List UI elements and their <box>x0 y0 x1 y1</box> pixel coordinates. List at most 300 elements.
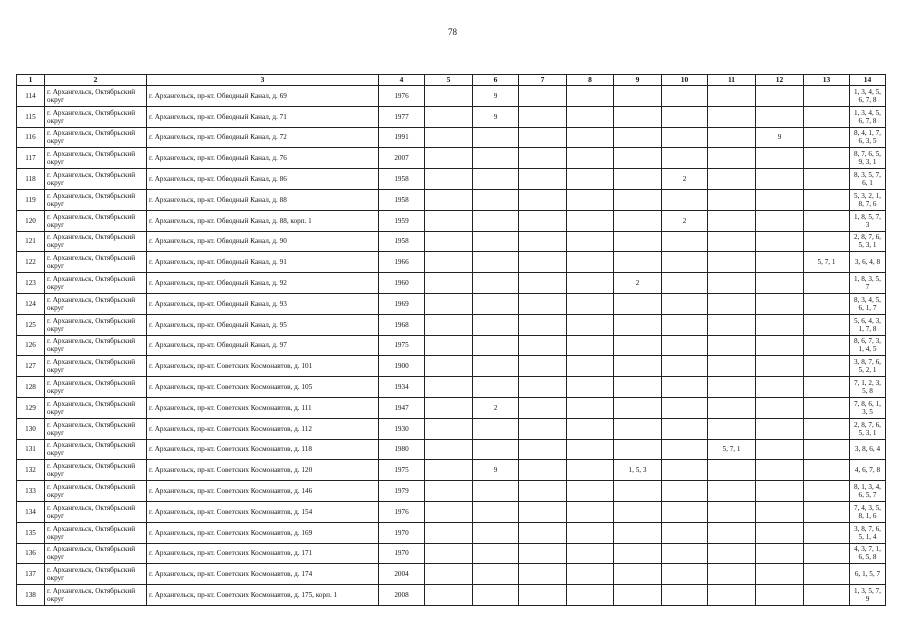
column-13-cell <box>804 460 850 481</box>
address-cell: г. Архангельск, пр-кт. Обводный Канал, д. 86 <box>147 169 379 190</box>
column-7-cell <box>519 585 567 606</box>
column-10-cell <box>662 231 708 252</box>
column-8-cell <box>567 231 614 252</box>
year-cell: 1968 <box>379 314 425 335</box>
column-header: 4 <box>379 75 425 86</box>
column-12-cell <box>756 273 804 294</box>
column-8-cell <box>567 543 614 564</box>
column-9-cell <box>614 86 662 107</box>
table-row <box>17 273 886 294</box>
row-number-cell: 126 <box>17 335 45 356</box>
column-6-cell <box>473 293 519 314</box>
register-table <box>16 74 886 606</box>
table-row <box>17 335 886 356</box>
district-cell: г. Архангельск, Октябрьский округ <box>45 210 147 231</box>
column-6-cell: 9 <box>473 460 519 481</box>
address-cell: г. Архангельск, пр-кт. Советских Космонавтов, д. 112 <box>147 418 379 439</box>
table-row <box>17 439 886 460</box>
column-9-cell <box>614 522 662 543</box>
column-7-cell <box>519 189 567 210</box>
column-8-cell <box>567 418 614 439</box>
column-11-cell <box>708 231 756 252</box>
column-8-cell <box>567 293 614 314</box>
column-7-cell <box>519 231 567 252</box>
column-6-cell: 2 <box>473 397 519 418</box>
column-12-cell <box>756 501 804 522</box>
column-6-cell <box>473 231 519 252</box>
column-8-cell <box>567 377 614 398</box>
column-7-cell <box>519 460 567 481</box>
column-9-cell <box>614 543 662 564</box>
column-8-cell <box>567 564 614 585</box>
header-row <box>17 75 886 86</box>
column-12-cell <box>756 418 804 439</box>
year-cell: 1970 <box>379 522 425 543</box>
column-6-cell <box>473 148 519 169</box>
column-7-cell <box>519 356 567 377</box>
column-12-cell: 9 <box>756 127 804 148</box>
year-cell: 1976 <box>379 501 425 522</box>
column-7-cell <box>519 501 567 522</box>
column-6-cell <box>473 127 519 148</box>
table-row <box>17 585 886 606</box>
column-9-cell <box>614 481 662 502</box>
column-9-cell <box>614 127 662 148</box>
district-cell: г. Архангельск, Октябрьский округ <box>45 293 147 314</box>
table-row <box>17 460 886 481</box>
column-11-cell <box>708 543 756 564</box>
table-row <box>17 314 886 335</box>
year-cell: 1976 <box>379 86 425 107</box>
column-6-cell <box>473 439 519 460</box>
district-cell: г. Архангельск, Октябрьский округ <box>45 439 147 460</box>
column-11-cell <box>708 189 756 210</box>
year-cell: 1900 <box>379 356 425 377</box>
column-10-cell <box>662 314 708 335</box>
column-9-cell <box>614 397 662 418</box>
year-cell: 1958 <box>379 189 425 210</box>
column-13-cell <box>804 273 850 294</box>
column-12-cell <box>756 377 804 398</box>
column-7-cell <box>519 86 567 107</box>
column-6-cell <box>473 522 519 543</box>
table-row <box>17 210 886 231</box>
column-10-cell <box>662 522 708 543</box>
address-cell: г. Архангельск, пр-кт. Советских Космонавтов, д. 154 <box>147 501 379 522</box>
column-8-cell <box>567 106 614 127</box>
column-9-cell <box>614 314 662 335</box>
column-5-cell <box>425 439 473 460</box>
column-8-cell <box>567 314 614 335</box>
table-row <box>17 543 886 564</box>
column-13-cell <box>804 585 850 606</box>
column-13-cell <box>804 148 850 169</box>
district-cell: г. Архангельск, Октябрьский округ <box>45 460 147 481</box>
column-14-cell: 8, 1, 3, 4, 6, 5, 7 <box>850 481 886 502</box>
column-5-cell <box>425 210 473 231</box>
column-6-cell: 9 <box>473 86 519 107</box>
column-11-cell <box>708 335 756 356</box>
district-cell: г. Архангельск, Октябрьский округ <box>45 522 147 543</box>
column-11-cell <box>708 585 756 606</box>
column-5-cell <box>425 543 473 564</box>
district-cell: г. Архангельск, Октябрьский округ <box>45 231 147 252</box>
column-14-cell: 5, 6, 4, 3, 1, 7, 8 <box>850 314 886 335</box>
column-11-cell <box>708 564 756 585</box>
column-13-cell <box>804 501 850 522</box>
column-13-cell <box>804 356 850 377</box>
column-5-cell <box>425 293 473 314</box>
year-cell: 1934 <box>379 377 425 398</box>
column-5-cell <box>425 169 473 190</box>
table-row <box>17 356 886 377</box>
district-cell: г. Архангельск, Октябрьский округ <box>45 314 147 335</box>
row-number-cell: 117 <box>17 148 45 169</box>
column-5-cell <box>425 564 473 585</box>
column-7-cell <box>519 335 567 356</box>
column-10-cell <box>662 189 708 210</box>
column-11-cell <box>708 356 756 377</box>
column-12-cell <box>756 169 804 190</box>
column-13-cell <box>804 522 850 543</box>
column-9-cell <box>614 335 662 356</box>
column-5-cell <box>425 86 473 107</box>
column-11-cell <box>708 522 756 543</box>
column-6-cell <box>473 377 519 398</box>
column-10-cell <box>662 585 708 606</box>
column-6-cell <box>473 169 519 190</box>
year-cell: 1977 <box>379 106 425 127</box>
column-10-cell <box>662 335 708 356</box>
address-cell: г. Архангельск, пр-кт. Советских Космонавтов, д. 101 <box>147 356 379 377</box>
column-header: 1 <box>17 75 45 86</box>
column-5-cell <box>425 252 473 273</box>
column-9-cell <box>614 418 662 439</box>
column-10-cell <box>662 397 708 418</box>
column-11-cell <box>708 501 756 522</box>
column-10-cell <box>662 86 708 107</box>
column-10-cell <box>662 460 708 481</box>
year-cell: 1960 <box>379 273 425 294</box>
column-7-cell <box>519 418 567 439</box>
column-6-cell <box>473 481 519 502</box>
column-10-cell <box>662 564 708 585</box>
row-number-cell: 130 <box>17 418 45 439</box>
column-8-cell <box>567 273 614 294</box>
row-number-cell: 121 <box>17 231 45 252</box>
row-number-cell: 114 <box>17 86 45 107</box>
column-6-cell <box>473 356 519 377</box>
column-12-cell <box>756 252 804 273</box>
table-row <box>17 169 886 190</box>
address-cell: г. Архангельск, пр-кт. Советских Космонавтов, д. 174 <box>147 564 379 585</box>
column-14-cell: 7, 1, 2, 3, 5, 8 <box>850 377 886 398</box>
column-8-cell <box>567 252 614 273</box>
column-8-cell <box>567 439 614 460</box>
column-10-cell <box>662 377 708 398</box>
column-10-cell: 2 <box>662 210 708 231</box>
column-13-cell <box>804 418 850 439</box>
column-9-cell <box>614 564 662 585</box>
row-number-cell: 120 <box>17 210 45 231</box>
column-10-cell <box>662 481 708 502</box>
column-11-cell <box>708 210 756 231</box>
column-9-cell <box>614 356 662 377</box>
column-12-cell <box>756 460 804 481</box>
column-13-cell <box>804 439 850 460</box>
address-cell: г. Архангельск, пр-кт. Советских Космонавтов, д. 118 <box>147 439 379 460</box>
district-cell: г. Архангельск, Октябрьский округ <box>45 252 147 273</box>
row-number-cell: 135 <box>17 522 45 543</box>
year-cell: 1947 <box>379 397 425 418</box>
column-7-cell <box>519 314 567 335</box>
column-6-cell <box>473 335 519 356</box>
column-11-cell <box>708 418 756 439</box>
column-header: 12 <box>756 75 804 86</box>
column-13-cell <box>804 189 850 210</box>
column-10-cell <box>662 439 708 460</box>
column-12-cell <box>756 522 804 543</box>
column-14-cell: 8, 3, 5, 7, 6, 1 <box>850 169 886 190</box>
district-cell: г. Архангельск, Октябрьский округ <box>45 273 147 294</box>
column-12-cell <box>756 564 804 585</box>
column-14-cell: 3, 8, 7, 6, 5, 1, 4 <box>850 522 886 543</box>
address-cell: г. Архангельск, пр-кт. Обводный Канал, д. 90 <box>147 231 379 252</box>
column-9-cell <box>614 169 662 190</box>
column-9-cell <box>614 293 662 314</box>
column-5-cell <box>425 106 473 127</box>
column-11-cell <box>708 273 756 294</box>
column-7-cell <box>519 397 567 418</box>
column-6-cell <box>473 585 519 606</box>
district-cell: г. Архангельск, Октябрьский округ <box>45 189 147 210</box>
district-cell: г. Архангельск, Октябрьский округ <box>45 335 147 356</box>
column-7-cell <box>519 481 567 502</box>
address-cell: г. Архангельск, пр-кт. Советских Космонавтов, д. 105 <box>147 377 379 398</box>
column-5-cell <box>425 189 473 210</box>
column-10-cell <box>662 127 708 148</box>
column-13-cell <box>804 377 850 398</box>
row-number-cell: 124 <box>17 293 45 314</box>
column-14-cell: 5, 3, 2, 1, 8, 7, 6 <box>850 189 886 210</box>
column-5-cell <box>425 377 473 398</box>
year-cell: 1991 <box>379 127 425 148</box>
column-9-cell <box>614 585 662 606</box>
table-row <box>17 189 886 210</box>
district-cell: г. Архангельск, Октябрьский округ <box>45 169 147 190</box>
column-14-cell: 1, 3, 5, 7, 9 <box>850 585 886 606</box>
column-13-cell <box>804 231 850 252</box>
column-10-cell <box>662 356 708 377</box>
column-10-cell <box>662 293 708 314</box>
table-row <box>17 501 886 522</box>
address-cell: г. Архангельск, пр-кт. Обводный Канал, д. 88 <box>147 189 379 210</box>
column-6-cell <box>473 543 519 564</box>
row-number-cell: 129 <box>17 397 45 418</box>
column-14-cell: 2, 8, 7, 6, 5, 3, 1 <box>850 418 886 439</box>
column-10-cell <box>662 501 708 522</box>
column-14-cell: 8, 7, 6, 5, 9, 3, 1 <box>850 148 886 169</box>
column-8-cell <box>567 210 614 231</box>
column-13-cell <box>804 314 850 335</box>
column-14-cell: 8, 6, 7, 3, 1, 4, 5 <box>850 335 886 356</box>
column-6-cell <box>473 418 519 439</box>
table-row <box>17 397 886 418</box>
column-13-cell <box>804 293 850 314</box>
district-cell: г. Архангельск, Октябрьский округ <box>45 127 147 148</box>
table-row <box>17 293 886 314</box>
column-13-cell <box>804 543 850 564</box>
column-6-cell <box>473 252 519 273</box>
column-5-cell <box>425 231 473 252</box>
row-number-cell: 125 <box>17 314 45 335</box>
table-row <box>17 377 886 398</box>
year-cell: 2004 <box>379 564 425 585</box>
column-7-cell <box>519 377 567 398</box>
column-12-cell <box>756 314 804 335</box>
address-cell: г. Архангельск, пр-кт. Советских Космонавтов, д. 146 <box>147 481 379 502</box>
district-cell: г. Архангельск, Октябрьский округ <box>45 106 147 127</box>
column-8-cell <box>567 522 614 543</box>
district-cell: г. Архангельск, Октябрьский округ <box>45 418 147 439</box>
column-header: 6 <box>473 75 519 86</box>
column-14-cell: 3, 8, 7, 6, 5, 2, 1 <box>850 356 886 377</box>
column-14-cell: 1, 8, 3, 5, 7 <box>850 273 886 294</box>
column-9-cell <box>614 439 662 460</box>
column-10-cell <box>662 252 708 273</box>
column-11-cell <box>708 481 756 502</box>
address-cell: г. Архангельск, пр-кт. Обводный Канал, д. 72 <box>147 127 379 148</box>
address-cell: г. Архангельск, пр-кт. Советских Космонавтов, д. 120 <box>147 460 379 481</box>
column-13-cell <box>804 127 850 148</box>
column-header: 10 <box>662 75 708 86</box>
column-13-cell <box>804 210 850 231</box>
column-8-cell <box>567 501 614 522</box>
year-cell: 1969 <box>379 293 425 314</box>
district-cell: г. Архангельск, Октябрьский округ <box>45 377 147 398</box>
column-12-cell <box>756 293 804 314</box>
column-10-cell <box>662 148 708 169</box>
column-header: 9 <box>614 75 662 86</box>
row-number-cell: 137 <box>17 564 45 585</box>
row-number-cell: 122 <box>17 252 45 273</box>
district-cell: г. Архангельск, Октябрьский округ <box>45 585 147 606</box>
column-6-cell <box>473 501 519 522</box>
table-row <box>17 148 886 169</box>
column-6-cell: 9 <box>473 106 519 127</box>
table-row <box>17 86 886 107</box>
column-11-cell <box>708 460 756 481</box>
column-12-cell <box>756 585 804 606</box>
column-5-cell <box>425 356 473 377</box>
column-header: 3 <box>147 75 379 86</box>
column-13-cell <box>804 86 850 107</box>
address-cell: г. Архангельск, пр-кт. Обводный Канал, д. 91 <box>147 252 379 273</box>
year-cell: 1959 <box>379 210 425 231</box>
column-14-cell: 4, 6, 7, 8 <box>850 460 886 481</box>
column-8-cell <box>567 86 614 107</box>
year-cell: 1979 <box>379 481 425 502</box>
column-13-cell <box>804 481 850 502</box>
column-14-cell: 3, 8, 6, 4 <box>850 439 886 460</box>
row-number-cell: 123 <box>17 273 45 294</box>
row-number-cell: 128 <box>17 377 45 398</box>
column-11-cell <box>708 86 756 107</box>
address-cell: г. Архангельск, пр-кт. Обводный Канал, д. 71 <box>147 106 379 127</box>
column-6-cell <box>473 273 519 294</box>
address-cell: г. Архангельск, пр-кт. Советских Космонавтов, д. 171 <box>147 543 379 564</box>
table-row <box>17 252 886 273</box>
year-cell: 1930 <box>379 418 425 439</box>
column-11-cell: 5, 7, 1 <box>708 439 756 460</box>
column-7-cell <box>519 273 567 294</box>
column-11-cell <box>708 377 756 398</box>
column-7-cell <box>519 127 567 148</box>
column-7-cell <box>519 522 567 543</box>
column-10-cell <box>662 543 708 564</box>
column-14-cell: 6, 1, 5, 7 <box>850 564 886 585</box>
column-header: 7 <box>519 75 567 86</box>
column-13-cell <box>804 397 850 418</box>
column-12-cell <box>756 543 804 564</box>
column-6-cell <box>473 314 519 335</box>
row-number-cell: 133 <box>17 481 45 502</box>
row-number-cell: 119 <box>17 189 45 210</box>
column-9-cell <box>614 377 662 398</box>
column-5-cell <box>425 460 473 481</box>
column-13-cell <box>804 106 850 127</box>
column-9-cell <box>614 252 662 273</box>
column-5-cell <box>425 314 473 335</box>
column-8-cell <box>567 148 614 169</box>
column-14-cell: 8, 4, 1, 7, 6, 3, 5 <box>850 127 886 148</box>
column-12-cell <box>756 481 804 502</box>
district-cell: г. Архангельск, Октябрьский округ <box>45 86 147 107</box>
column-header: 2 <box>45 75 147 86</box>
row-number-cell: 131 <box>17 439 45 460</box>
column-9-cell <box>614 501 662 522</box>
column-14-cell: 8, 3, 4, 5, 6, 1, 7 <box>850 293 886 314</box>
column-14-cell: 1, 3, 4, 5, 6, 7, 8 <box>850 86 886 107</box>
column-13-cell <box>804 169 850 190</box>
column-8-cell <box>567 169 614 190</box>
column-11-cell <box>708 148 756 169</box>
column-12-cell <box>756 231 804 252</box>
column-5-cell <box>425 148 473 169</box>
column-7-cell <box>519 169 567 190</box>
column-7-cell <box>519 106 567 127</box>
year-cell: 1966 <box>379 252 425 273</box>
column-10-cell: 2 <box>662 169 708 190</box>
column-12-cell <box>756 148 804 169</box>
year-cell: 1970 <box>379 543 425 564</box>
district-cell: г. Архангельск, Октябрьский округ <box>45 543 147 564</box>
column-11-cell <box>708 106 756 127</box>
year-cell: 1975 <box>379 460 425 481</box>
column-7-cell <box>519 439 567 460</box>
column-12-cell <box>756 106 804 127</box>
column-header: 14 <box>850 75 886 86</box>
column-5-cell <box>425 335 473 356</box>
address-cell: г. Архангельск, пр-кт. Обводный Канал, д. 88, корп. 1 <box>147 210 379 231</box>
page-number: 78 <box>448 27 457 37</box>
column-8-cell <box>567 585 614 606</box>
column-7-cell <box>519 252 567 273</box>
column-11-cell <box>708 314 756 335</box>
column-11-cell <box>708 169 756 190</box>
column-8-cell <box>567 356 614 377</box>
district-cell: г. Архангельск, Октябрьский округ <box>45 564 147 585</box>
